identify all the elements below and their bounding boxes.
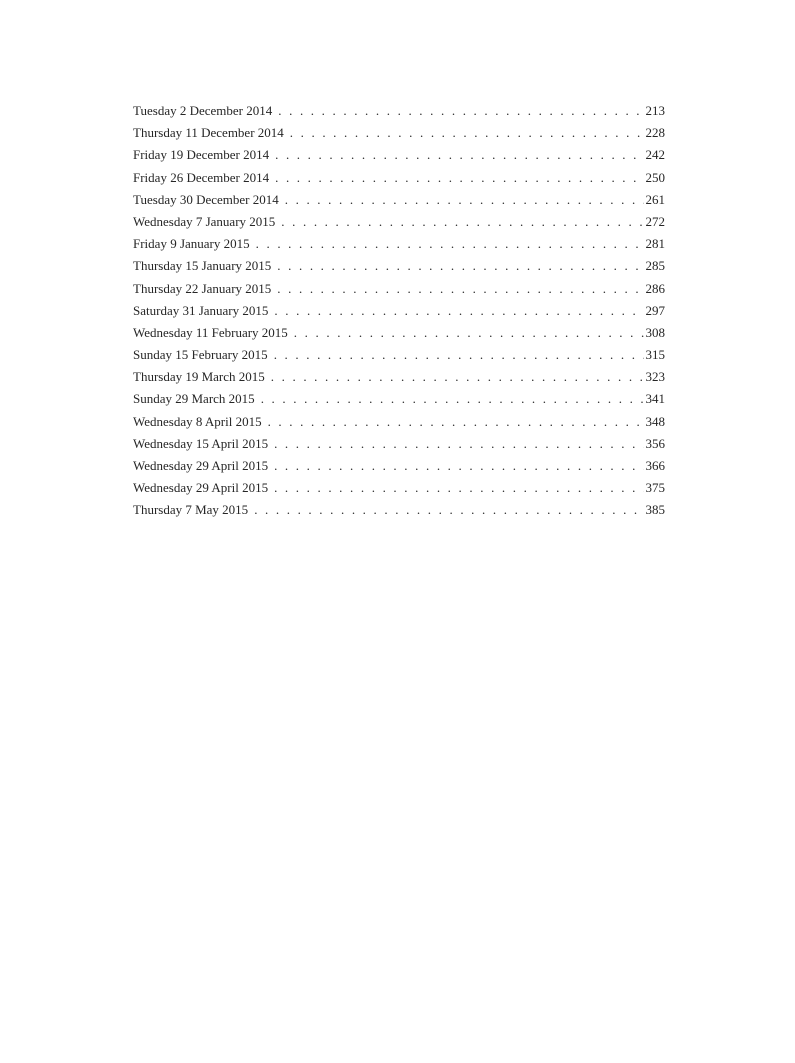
toc-entry-page-number: 375 [645, 480, 665, 496]
toc-entry[interactable] [133, 278, 665, 300]
dot-leader [268, 411, 644, 433]
toc-entry[interactable] [133, 477, 665, 499]
toc-entry[interactable] [133, 167, 665, 189]
toc-entry-title: Wednesday 29 April 2015 [133, 458, 269, 473]
dot-leader [285, 189, 644, 211]
toc-entry-title: Thursday 19 March 2015 [133, 369, 265, 385]
dot-leader [256, 233, 644, 255]
toc-entry-page-number: 242 [645, 147, 665, 163]
toc-entry[interactable] [133, 300, 665, 322]
toc-entry-page-number: 315 [645, 347, 665, 363]
dot-leader [278, 100, 644, 122]
dot-leader [274, 455, 644, 477]
dot-leader [254, 499, 644, 521]
toc-entry-title: Wednesday 7 January 2015 [133, 213, 276, 229]
toc-entry-title: Tuesday 30 December 2014 [133, 191, 279, 207]
toc-entry[interactable] [133, 255, 665, 277]
toc-entry[interactable] [133, 144, 665, 166]
toc-entry-title: Wednesday 8 April 2015 [133, 413, 262, 429]
toc-entry[interactable] [133, 499, 665, 521]
dot-leader [261, 388, 644, 410]
toc-entry-title: Friday 26 December 2014 [133, 169, 270, 185]
dot-leader [274, 344, 644, 366]
toc-entry-page-number: 356 [645, 435, 665, 451]
dot-leader [271, 366, 644, 388]
toc-entry-title: Thursday 7 May 2015 [133, 502, 249, 518]
toc-entry-title: Friday 19 December 2014 [133, 147, 270, 163]
toc-entry-title: Thursday 22 January 2015 [133, 280, 272, 296]
dot-leader [274, 477, 644, 499]
toc-entry[interactable] [133, 433, 665, 455]
dot-leader [277, 255, 644, 277]
toc-entry[interactable] [133, 322, 665, 344]
toc-entry-page-number: 323 [645, 369, 665, 385]
toc-entry[interactable] [133, 233, 665, 255]
toc-entry-page-number: 250 [645, 169, 665, 185]
toc-entry-title: Sunday 29 March 2015 [133, 391, 255, 407]
toc-entry-page-number: 366 [645, 458, 665, 473]
dot-leader [281, 211, 644, 233]
toc-entry-page-number: 272 [645, 213, 665, 229]
toc-entry-page-number: 228 [645, 125, 665, 141]
toc-entry-page-number: 285 [645, 258, 665, 274]
toc-entry[interactable] [133, 122, 665, 144]
toc-entry[interactable] [133, 344, 665, 366]
toc-entry-page-number: 308 [645, 324, 665, 340]
toc-entry-title: Wednesday 29 April 2015 [133, 480, 269, 496]
dot-leader [275, 167, 644, 189]
dot-leader [294, 322, 644, 344]
toc-entry-title: Thursday 11 December 2014 [133, 125, 284, 141]
toc-entry[interactable] [133, 100, 665, 122]
toc-entry-page-number: 213 [645, 103, 665, 118]
toc-entry-page-number: 385 [645, 502, 665, 518]
toc-entry[interactable] [133, 388, 665, 410]
dot-leader [277, 278, 644, 300]
dot-leader [274, 433, 644, 455]
toc-entry-title: Friday 9 January 2015 [133, 236, 250, 252]
dot-leader [274, 300, 644, 322]
toc-entry-title: Wednesday 15 April 2015 [133, 435, 269, 451]
dot-leader [275, 144, 644, 166]
toc-entry[interactable] [133, 211, 665, 233]
toc-entry[interactable] [133, 366, 665, 388]
toc-entry-title: Wednesday 11 February 2015 [133, 324, 288, 340]
dot-leader [290, 122, 644, 144]
toc-entry-title: Sunday 15 February 2015 [133, 347, 268, 363]
toc-entry-page-number: 261 [645, 191, 665, 207]
toc-entry-title: Saturday 31 January 2015 [133, 302, 269, 318]
toc-entry-page-number: 281 [645, 236, 665, 252]
toc-entry-title: Tuesday 2 December 2014 [133, 103, 273, 118]
toc-entry-title: Thursday 15 January 2015 [133, 258, 272, 274]
table-of-contents [133, 100, 665, 522]
toc-entry-page-number: 348 [645, 413, 665, 429]
toc-entry-page-number: 297 [645, 302, 665, 318]
toc-entry[interactable] [133, 411, 665, 433]
toc-entry[interactable] [133, 455, 665, 477]
toc-entry-page-number: 286 [645, 280, 665, 296]
toc-entry-page-number: 341 [645, 391, 665, 407]
toc-entry[interactable] [133, 189, 665, 211]
